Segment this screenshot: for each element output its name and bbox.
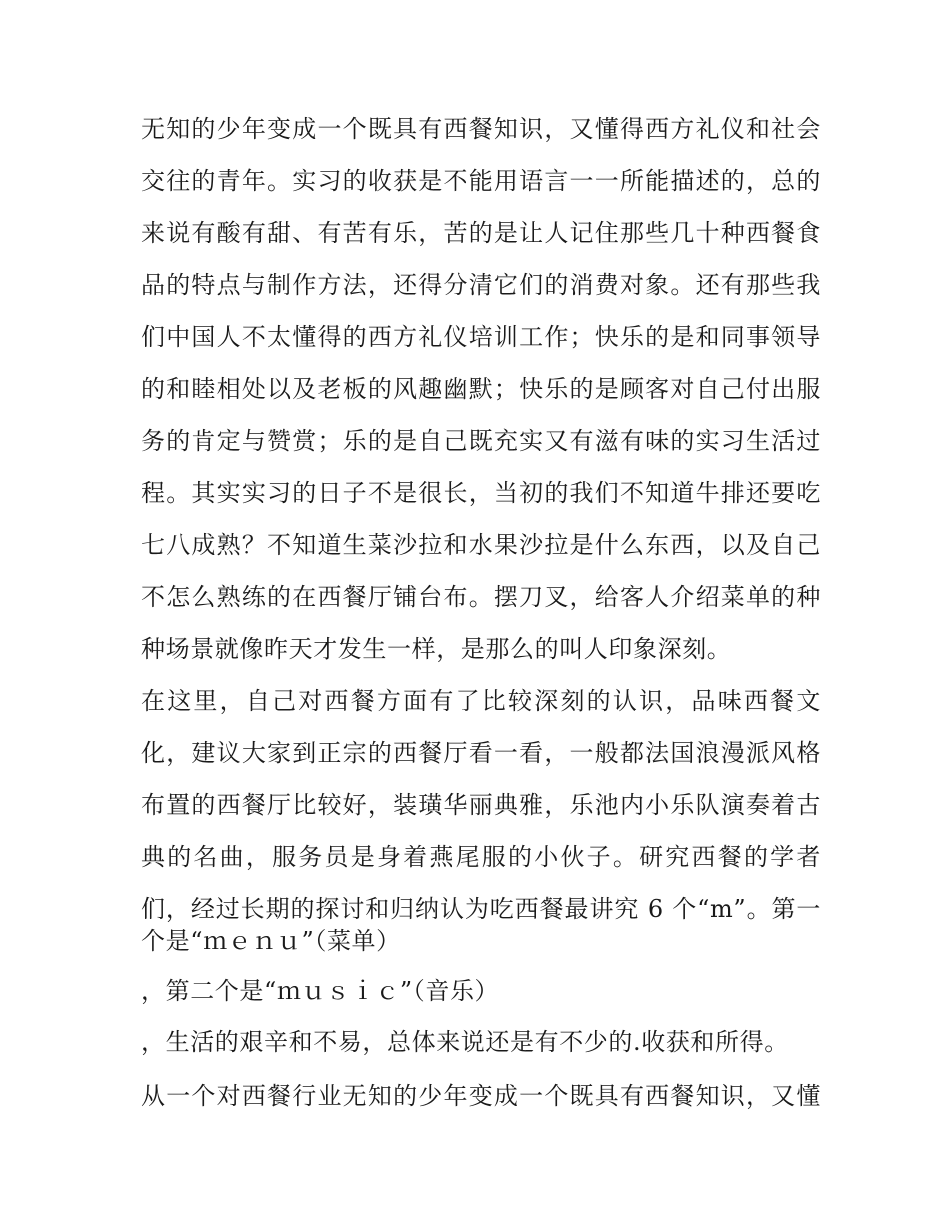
paragraph-line: 们，经过长期的探讨和归纳认为吃西餐最讲究 6 个“m”。第一 — [141, 895, 821, 923]
paragraph-line: 布置的西餐厅比较好，装璜华丽典雅，乐池内小乐队演奏着古 — [141, 791, 821, 819]
paragraph-line: 个是“ｍｅｎｕ”（菜单） — [141, 927, 401, 955]
paragraph-line: 品的特点与制作方法，还得分清它们的消费对象。还有那些我 — [141, 271, 821, 299]
paragraph-line: 不怎么熟练的在西餐厅铺台布。摆刀叉，给客人介绍菜单的种 — [141, 583, 821, 611]
paragraph-line: 化，建议大家到正宗的西餐厅看一看，一般都法国浪漫派风格 — [141, 739, 821, 767]
paragraph-line: 来说有酸有甜、有苦有乐，苦的是让人记住那些几十种西餐食 — [141, 219, 821, 247]
paragraph-line: 们中国人不太懂得的西方礼仪培训工作；快乐的是和同事领导 — [141, 323, 821, 351]
paragraph-line: 务的肯定与赞赏；乐的是自己既充实又有滋有味的实习生活过 — [141, 427, 821, 455]
paragraph-line: 的和睦相处以及老板的风趣幽默；快乐的是顾客对自己付出服 — [141, 375, 821, 403]
paragraph-line: ，第二个是“ｍｕｓｉｃ”（音乐） — [141, 977, 500, 1005]
paragraph-line: 七八成熟？不知道生菜沙拉和水果沙拉是什么东西，以及自己 — [141, 531, 821, 559]
paragraph-line: 无知的少年变成一个既具有西餐知识，又懂得西方礼仪和社会 — [141, 115, 821, 143]
paragraph-line: 程。其实实习的日子不是很长，当初的我们不知道牛排还要吃 — [141, 479, 821, 507]
paragraph-line: 种场景就像昨天才发生一样，是那么的叫人印象深刻。 — [141, 635, 732, 663]
paragraph-line: ，生活的艰辛和不易，总体来说还是有不少的.收获和所得。 — [141, 1028, 789, 1056]
paragraph-line: 在这里，自己对西餐方面有了比较深刻的认识，品味西餐文 — [141, 687, 821, 715]
paragraph-line: 典的名曲，服务员是身着燕尾服的小伙子。研究西餐的学者 — [141, 843, 821, 871]
paragraph-line: 交往的青年。实习的收获是不能用语言一一所能描述的，总的 — [141, 167, 821, 195]
paragraph-line: 从一个对西餐行业无知的少年变成一个既具有西餐知识，又懂 — [141, 1082, 821, 1110]
